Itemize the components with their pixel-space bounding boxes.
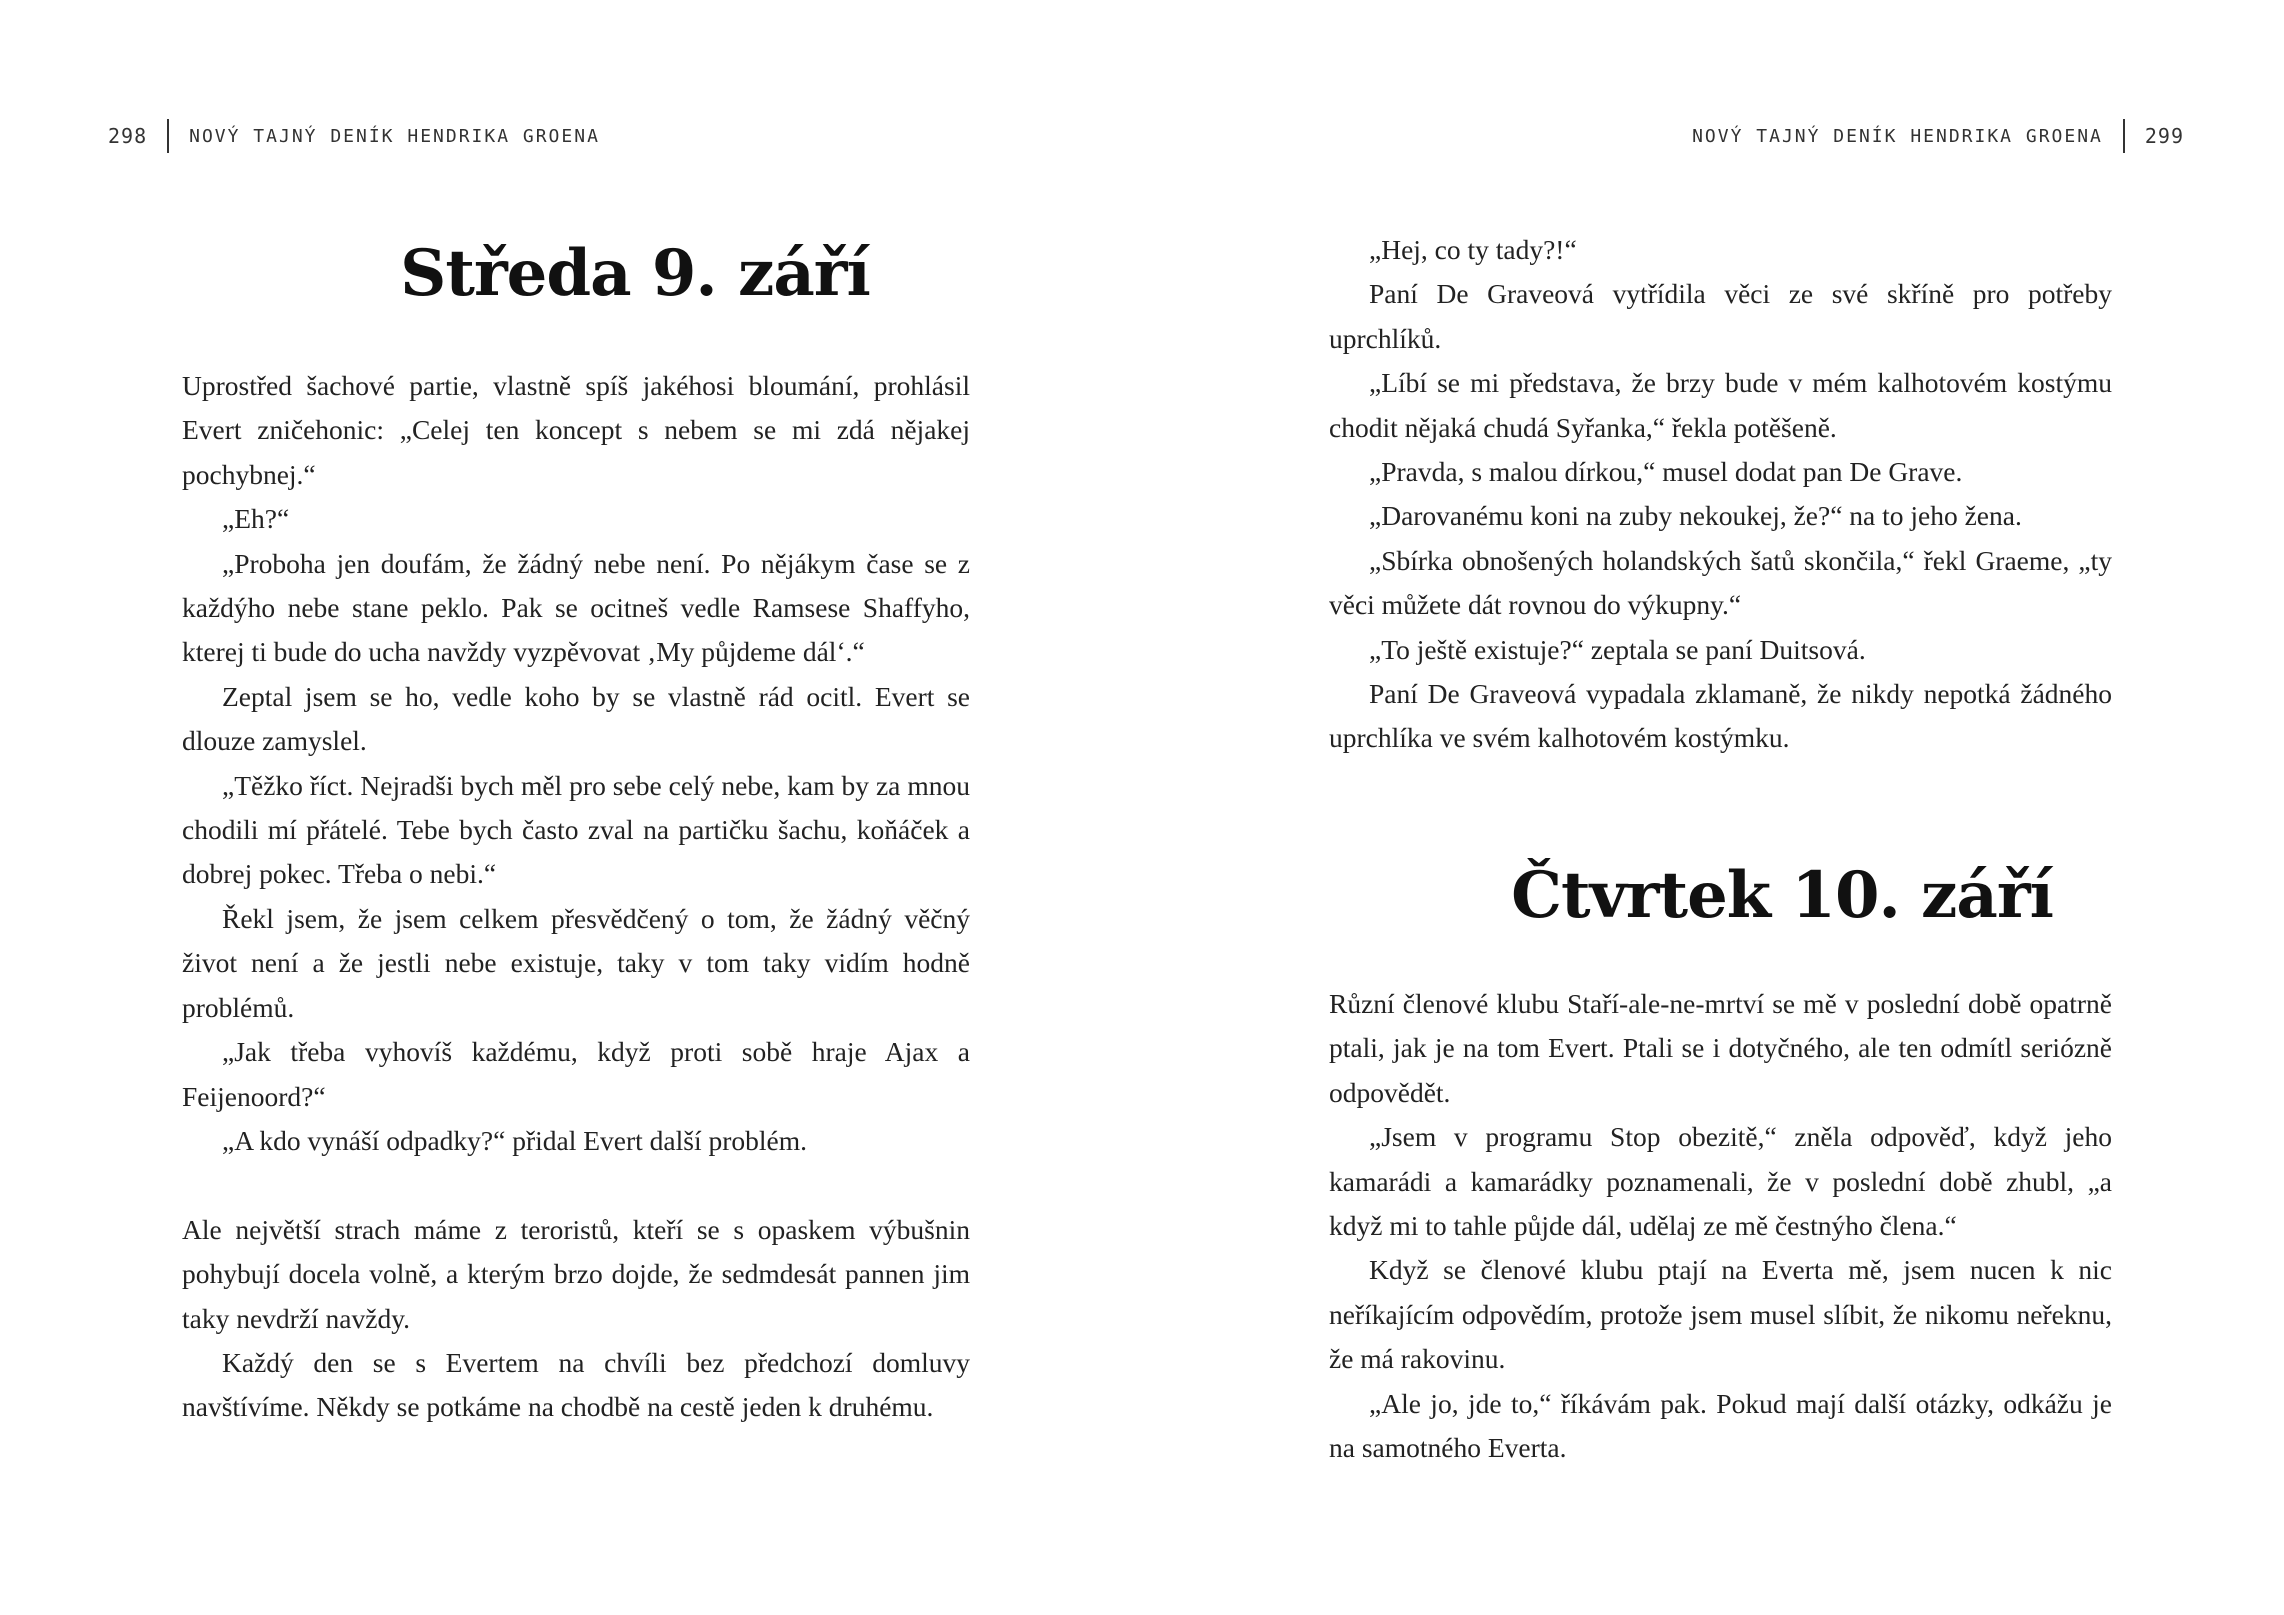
paragraph: Řekl jsem, že jsem celkem přesvědčený o tom, že žádný věčný život není a že jestli nebe existuje, taky v tom taky vidím hodně problémů. — [182, 902, 970, 1023]
right-page — [1142, 0, 2284, 1615]
paragraph: Když se členové klubu ptají na Everta mě, jsem nucen k nic neříkajícím odpovědím, protože jsem musel slíbit, že nikomu neřeknu, že má rakovinu. — [1329, 1254, 2112, 1375]
body-text — [182, 364, 970, 1430]
running-head-right — [1692, 118, 2184, 154]
body-text — [1329, 982, 2112, 1470]
paragraph: Zeptal jsem se ho, vedle koho by se vlastně rád ocitl. Evert se dlouze zamyslel. — [182, 680, 970, 757]
chapter-heading: Středa 9. září — [400, 236, 870, 311]
header-divider — [167, 119, 169, 153]
paragraph: „Líbí se mi představa, že brzy bude v mém kalhotovém kostýmu chodit nějaká chudá Syřanka,“ řekla potěšeně. — [1329, 367, 2112, 443]
body-text-continued — [1329, 228, 2112, 761]
paragraph: „Ale jo, jde to,“ říkávám pak. Pokud mají další otázky, odkážu je na samotného Everta. — [1329, 1387, 2112, 1464]
paragraph: „Pravda, s malou dírkou,“ musel dodat pan De Grave. — [1369, 456, 1963, 488]
paragraph: „Těžko říct. Nejradši bych měl pro sebe celý nebe, kam by za mnou chodili mí přátelé. Tebe bych často zval na partičku šachu, koňáček a dobrej pokec. Třeba o nebi.“ — [182, 769, 970, 890]
paragraph: „Eh?“ — [222, 503, 290, 535]
paragraph: „A kdo vynáší odpadky?“ přidal Evert další problém. — [222, 1124, 807, 1156]
running-title: NOVÝ TAJNÝ DENÍK HENDRIKA GROENA — [189, 125, 600, 147]
header-divider — [2123, 119, 2125, 153]
paragraph: Různí členové klubu Staří-ale-ne-mrtví se mě v poslední době opatrně ptali, jak je na tom Evert. Ptali se i dotyčného, ale ten odmítl seriózně odpovědět. — [1329, 988, 2112, 1108]
paragraph: „Hej, co ty tady?!“ — [1369, 234, 1577, 265]
paragraph: Ale největší strach máme z teroristů, kteří se s opaskem výbušnin pohybují docela volně, a kterým brzo dojde, že sedmdesát pannen jim taky nevdrží navždy. — [182, 1213, 970, 1334]
running-title: NOVÝ TAJNÝ DENÍK HENDRIKA GROENA — [1692, 125, 2103, 147]
page-number: 299 — [2144, 124, 2184, 148]
paragraph: Paní De Graveová vypadala zklamaně, že nikdy nepotká žádného uprchlíka ve svém kalhotovém kostýmku. — [1329, 678, 2112, 754]
paragraph: „Jsem v programu Stop obezitě,“ zněla odpověď, když jeho kamarádi a kamarádky poznamenali, že v poslední době zhubl, „a když mi to tahle půjde dál, udělaj ze mě čestnýho člena.“ — [1329, 1121, 2112, 1242]
paragraph: „Darovanému koni na zuby nekoukej, že?“ na to jeho žena. — [1369, 500, 2022, 532]
paragraph: Paní De Graveová vytřídila věci ze své skříně pro potřeby uprchlíků. — [1329, 278, 2112, 354]
page-number: 298 — [108, 124, 148, 148]
paragraph: „To ještě existuje?“ zeptala se paní Duitsová. — [1369, 633, 1866, 665]
paragraph: „Jak třeba vyhovíš každému, když proti sobě hraje Ajax a Feijenoord?“ — [182, 1036, 970, 1112]
running-head-left — [108, 118, 600, 154]
paragraph: „Proboha jen doufám, že žádný nebe není. Po nějákym čase se z každýho nebe stane peklo. Pak se ocitneš vedle Ramsese Shaffyho, kterej ti bude do ucha navždy vyzpěvovat ‚My půjdeme dál‘.“ — [182, 547, 970, 668]
paragraph: Uprostřed šachové partie, vlastně spíš jakéhosi bloumání, prohlásil Evert zničehonic: „Celej ten koncept s nebem se mi zdá nějakej pochybnej.“ — [182, 370, 970, 490]
chapter-heading: Čtvrtek 10. září — [1511, 858, 2053, 933]
paragraph: Každý den se s Evertem na chvíli bez předchozí domluvy navštívíme. Někdy se potkáme na chodbě na cestě jeden k druhému. — [182, 1346, 970, 1423]
paragraph: „Sbírka obnošených holandských šatů skončila,“ řekl Graeme, „ty věci můžete dát rovnou do výkupny.“ — [1329, 544, 2112, 621]
